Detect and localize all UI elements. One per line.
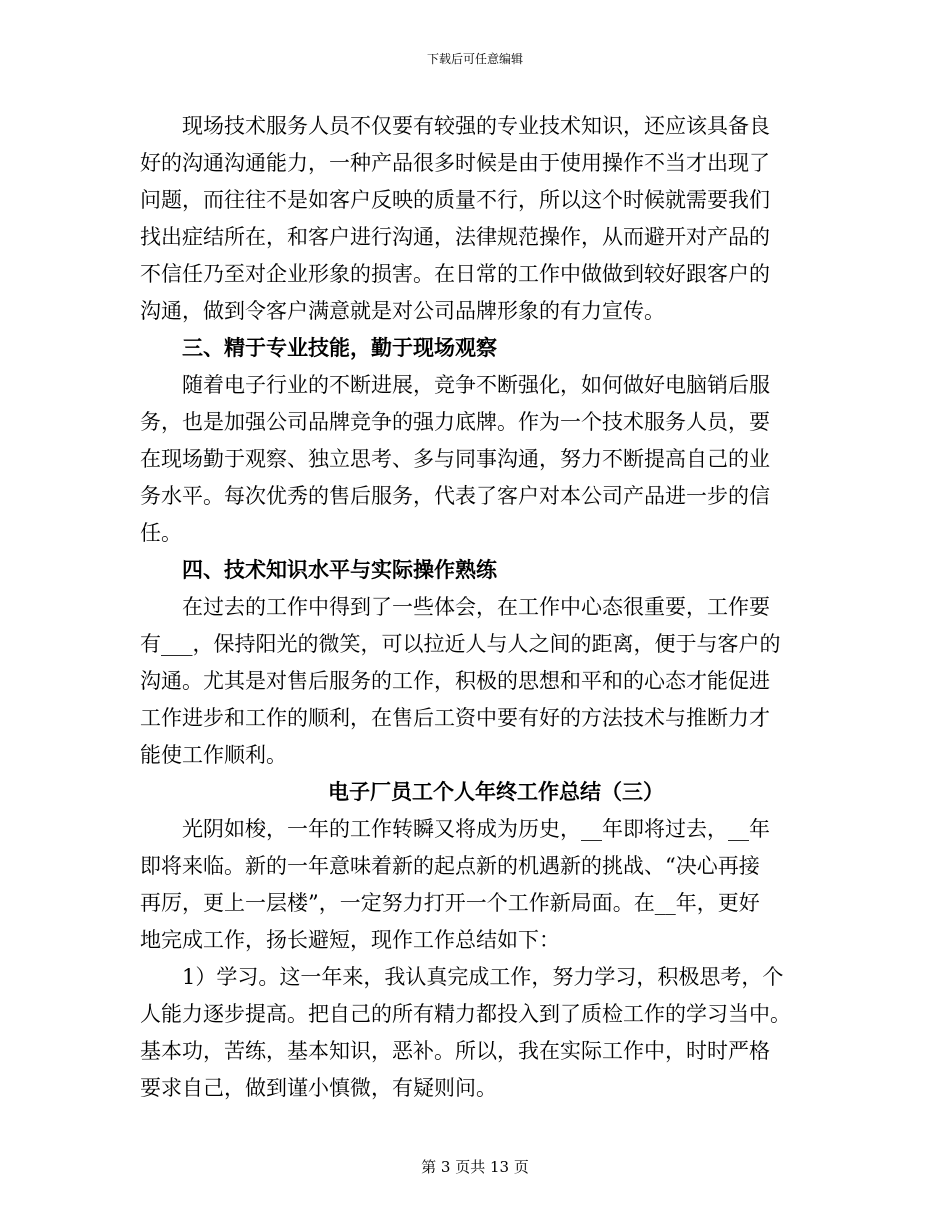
- page-footer: 第 3 页共 13 页: [421, 1158, 529, 1176]
- paragraph-start-line: 随着电子行业的不断进展，竞争不断强化，如何做好电脑销后服: [182, 373, 770, 397]
- text-line: 地完成工作，扬长避短，现作工作总结如下：: [140, 928, 560, 952]
- document-title: 电子厂员工个人年终工作总结（三）: [328, 780, 664, 804]
- text-line: 问题，而往往不是如客户反映的质量不行，所以这个时候就需要我们: [140, 188, 770, 212]
- text-line: 沟通。尤其是对售后服务的工作，积极的思想和平和的心态才能促进: [140, 669, 770, 693]
- section-heading: 四、技术知识水平与实际操作熟练: [182, 558, 497, 582]
- text-line: 找出症结所在，和客户进行沟通，法律规范操作，从而避开对产品的: [140, 225, 770, 249]
- text-line: 人能力逐步提高。把自己的所有精力都投入到了质检工作的学习当中。: [140, 1002, 791, 1026]
- text-line: 能使工作顺利。: [140, 743, 287, 767]
- text-line: 有___，保持阳光的微笑，可以拉近人与人之间的距离，便于与客户的: [140, 632, 781, 656]
- text-line: 工作进步和工作的顺利，在售后工资中要有好的方法技术与推断力才: [140, 706, 770, 730]
- text-line: 任。: [140, 521, 182, 545]
- text-line: 沟通，做到令客户满意就是对公司品牌形象的有力宣传。: [140, 299, 665, 323]
- text-line: 基本功，苦练，基本知识，恶补。所以，我在实际工作中，时时严格: [140, 1039, 770, 1063]
- paragraph-start-line: 光阴如梭，一年的工作转瞬又将成为历史，__年即将过去，__年: [182, 817, 770, 841]
- text-line: 在现场勤于观察、独立思考、多与同事沟通，努力不断提高自己的业: [140, 447, 770, 471]
- paragraph-start-line: 1）学习。这一年来，我认真完成工作，努力学习，积极思考，个: [182, 965, 784, 989]
- text-line: 务，也是加强公司品牌竞争的强力底牌。作为一个技术服务人员，要: [140, 410, 770, 434]
- text-line: 再厉，更上一层楼”，一定努力打开一个工作新局面。在__年，更好: [140, 891, 760, 915]
- text-line: 即将来临。新的一年意味着新的起点新的机遇新的挑战、“决心再接: [140, 854, 760, 878]
- paragraph-start-line: 现场技术服务人员不仅要有较强的专业技术知识，还应该具备良: [182, 114, 770, 138]
- text-line: 要求自己，做到谨小慎微，有疑则问。: [140, 1076, 497, 1100]
- document-body: [140, 108, 812, 1107]
- text-line: 好的沟通沟通能力，一种产品很多时候是由于使用操作不当才出现了: [140, 151, 770, 175]
- text-line: 不信任乃至对企业形象的损害。在日常的工作中做做到较好跟客户的: [140, 262, 770, 286]
- paragraph-start-line: 在过去的工作中得到了一些体会，在工作中心态很重要，工作要: [182, 595, 770, 619]
- text-line: 务水平。每次优秀的售后服务，代表了客户对本公司产品进一步的信: [140, 484, 770, 508]
- section-heading: 三、精于专业技能，勤于现场观察: [182, 336, 497, 360]
- page-header: 下载后可任意编辑: [426, 52, 523, 66]
